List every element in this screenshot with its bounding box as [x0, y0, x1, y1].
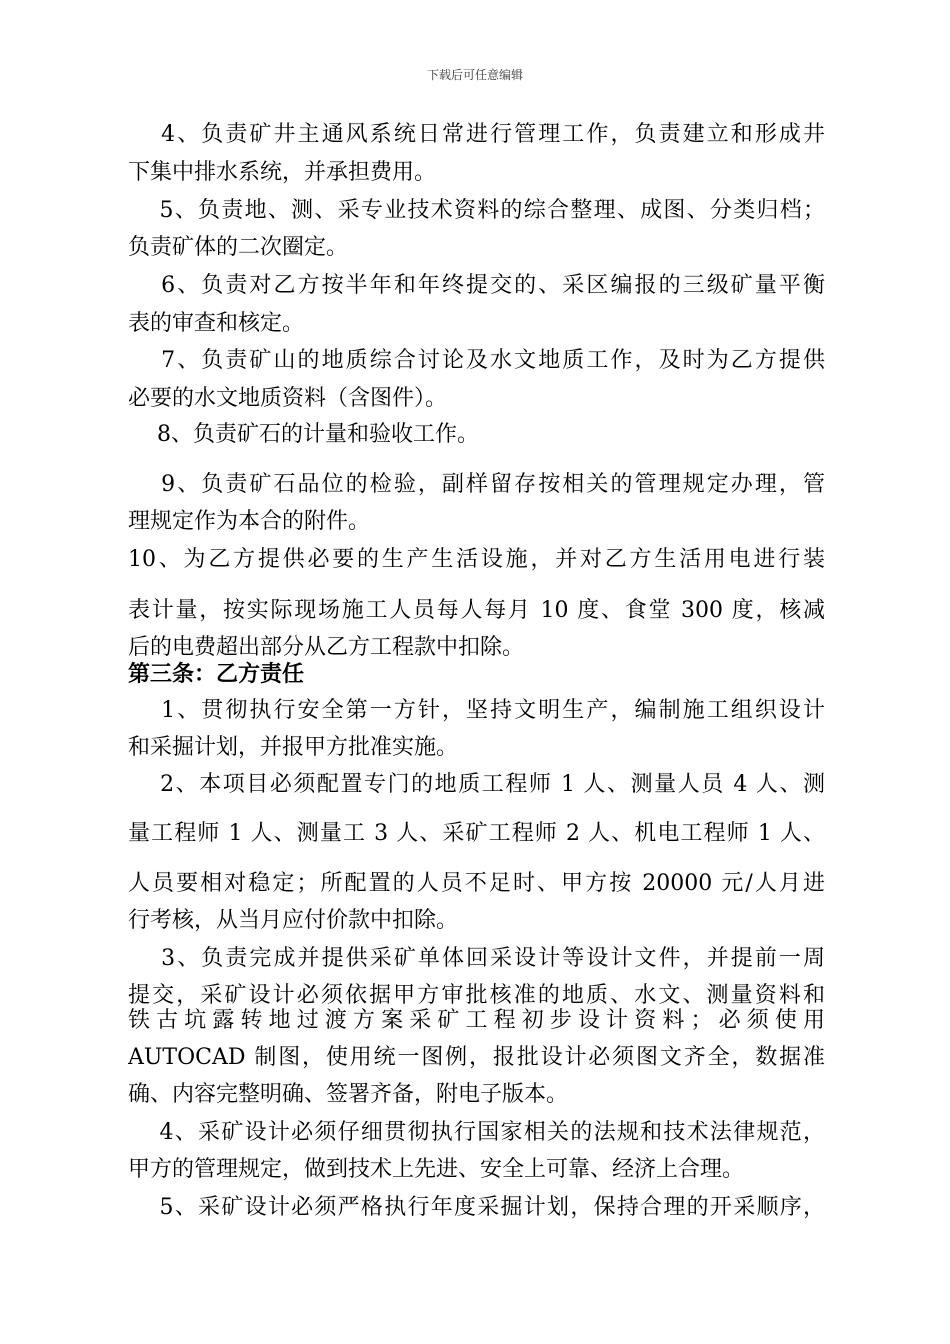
clause-3-item-3-line-5: 确、内容完整明确、签署齐备，附电子版本。: [128, 1082, 569, 1107]
clause-2-item-7-line-2: 必要的水文地质资料（含图件）。: [128, 386, 448, 411]
clause-3-item-2-line-4: 行考核，从当月应付价款中扣除。: [128, 908, 459, 933]
clause-3-item-4-line-1: 4、采矿设计必须仔细贯彻执行国家相关的法规和技术法律规范，: [128, 1120, 825, 1145]
clause-2-item-10-line-2: 表计量，按实际现场施工人员每人每月 10 度、食堂 300 度，核减: [128, 598, 825, 623]
clause-2-item-7-line-1: 7、负责矿山的地质综合讨论及水文地质工作，及时为乙方提供: [128, 348, 825, 373]
clause-2-item-10-line-3: 后的电费超出部分从乙方工程款中扣除。: [128, 635, 525, 660]
clause-2-item-9-line-2: 理规定作为本合的附件。: [128, 509, 371, 534]
clause-2-item-6-line-2: 表的审查和核定。: [128, 311, 305, 336]
clause-3-heading: 第三条：乙方责任: [128, 661, 305, 687]
clause-2-item-8-line-1: 8、负责矿石的计量和验收工作。: [128, 422, 479, 447]
clause-3-item-2-line-1: 2、本项目必须配置专门的地质工程师 1 人、测量人员 4 人、测: [128, 772, 825, 797]
clause-3-item-3-line-3: 铁古坑露转地过渡方案采矿工程初步设计资料；必须使用: [128, 1008, 825, 1033]
clause-2-item-4-line-1: 4、负责矿井主通风系统日常进行管理工作，负责建立和形成井: [128, 122, 825, 147]
clause-3-item-2-line-2: 量工程师 1 人、测量工 3 人、采矿工程师 2 人、机电工程师 1 人、: [128, 821, 825, 846]
clause-2-item-10-line-1: 10、为乙方提供必要的生产生活设施，并对乙方生活用电进行装: [128, 547, 825, 572]
clause-2-item-9-line-1: 9、负责矿石品位的检验，副样留存按相关的管理规定办理，管: [128, 472, 825, 497]
clause-3-item-4-line-2: 甲方的管理规定，做到技术上先进、安全上可靠、经济上合理。: [128, 1157, 745, 1182]
clause-2-item-4-line-2: 下集中排水系统，并承担费用。: [128, 160, 437, 185]
clause-3-item-3-line-4: AUTOCAD 制图，使用统一图例，报批设计必须图文齐全，数据准: [128, 1045, 825, 1070]
clause-3-item-3-line-1: 3、负责完成并提供采矿单体回采设计等设计文件，并提前一周: [128, 946, 825, 971]
clause-3-item-1-line-1: 1、贯彻执行安全第一方针，坚持文明生产，编制施工组织设计: [128, 698, 825, 723]
clause-3-item-2-line-3: 人员要相对稳定；所配置的人员不足时、甲方按 20000 元/人月进: [128, 871, 825, 896]
clause-2-item-5-line-1: 5、负责地、测、采专业技术资料的综合整理、成图、分类归档；: [128, 198, 825, 223]
clause-3-item-1-line-2: 和采掘计划，并报甲方批准实施。: [128, 735, 459, 760]
clause-2-item-5-line-2: 负责矿体的二次圈定。: [128, 235, 349, 260]
page-header-note: 下载后可任意编辑: [426, 68, 523, 82]
clause-3-item-5-line-1: 5、采矿设计必须严格执行年度采掘计划，保持合理的开采顺序，: [128, 1195, 825, 1220]
clause-2-item-6-line-1: 6、负责对乙方按半年和年终提交的、采区编报的三级矿量平衡: [128, 273, 825, 298]
clause-3-item-3-line-2: 提交，采矿设计必须依据甲方审批核准的地质、水文、测量资料和: [128, 983, 825, 1008]
